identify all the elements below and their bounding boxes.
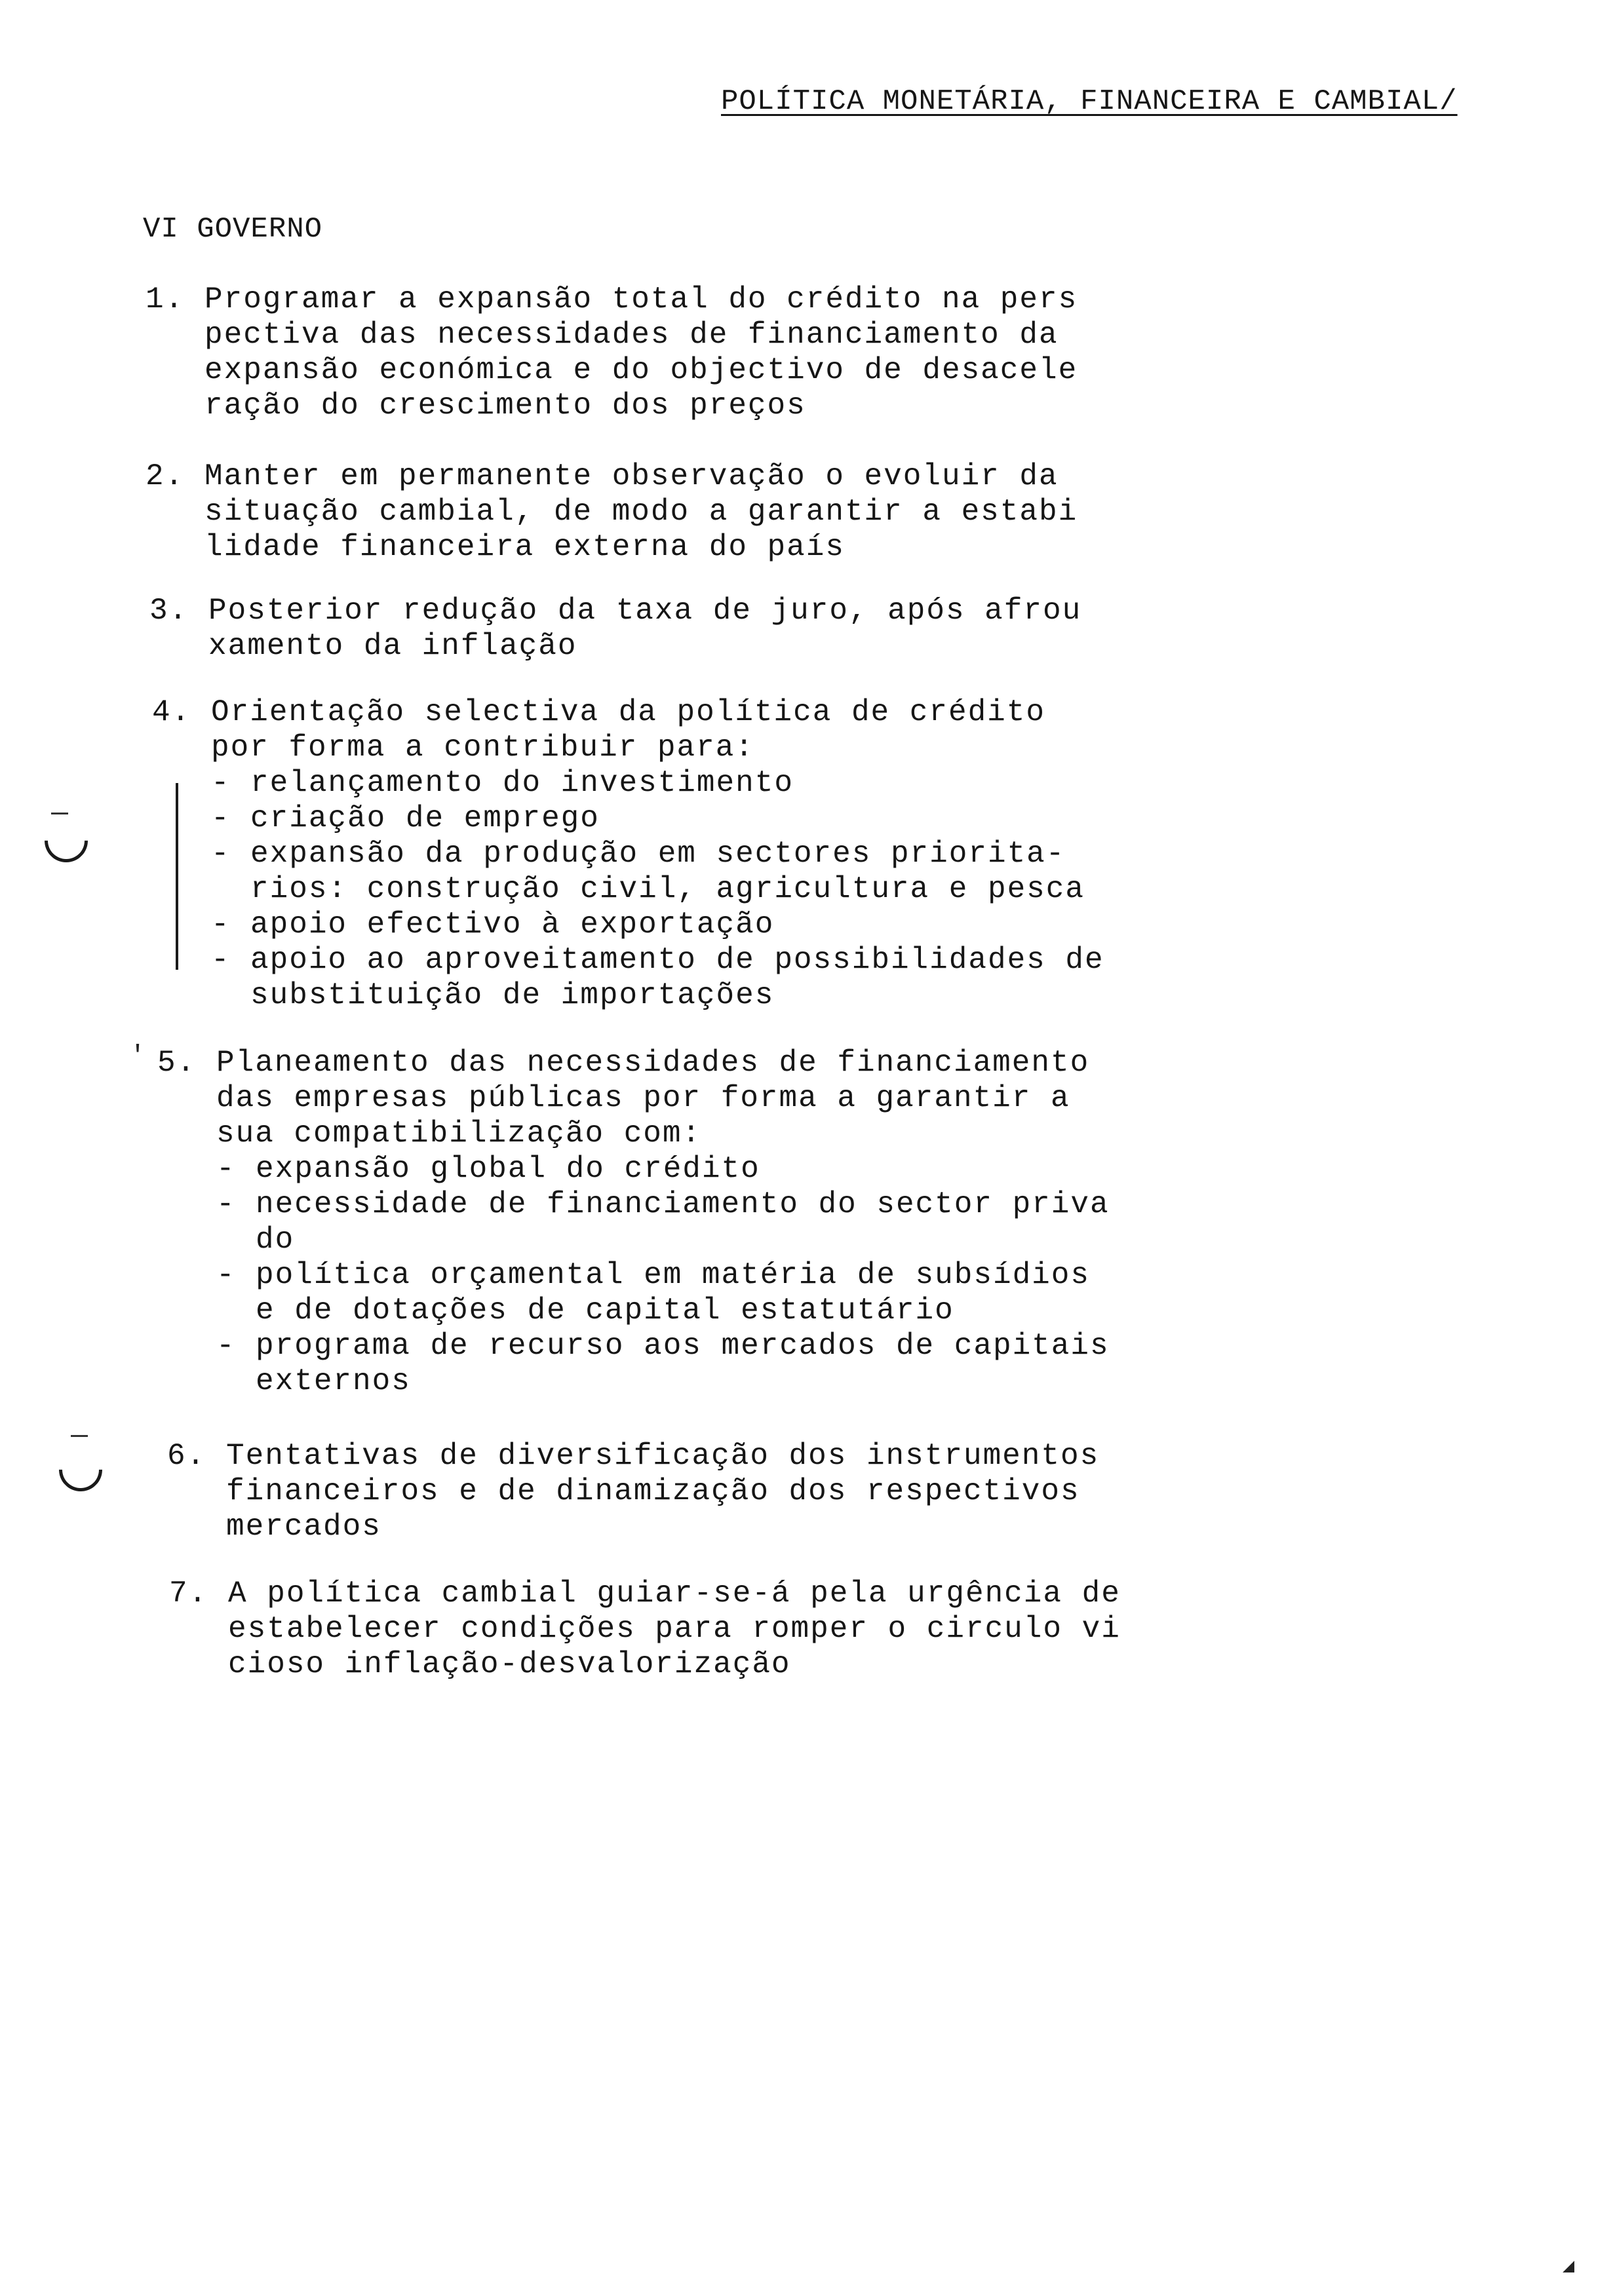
sub-item-continuation: substituição de importações bbox=[250, 978, 775, 1012]
item-line: estabelecer condições para romper o circulo vi bbox=[228, 1612, 1121, 1646]
item-line: pectiva das necessidades de financiamento da bbox=[204, 318, 1059, 352]
item-text bbox=[208, 593, 1081, 664]
item-line: expansão económica e do objectivo de desacele bbox=[204, 353, 1078, 387]
item-number: 6. bbox=[167, 1439, 206, 1473]
sub-item-continuation: e de dotações de capital estatutário bbox=[256, 1293, 954, 1328]
item-number: 3. bbox=[149, 594, 189, 628]
item-line: Manter em permanente observação o evoluir da bbox=[204, 459, 1059, 493]
margin-tick-mark-icon: ′ bbox=[130, 1042, 146, 1071]
item-text bbox=[211, 695, 1104, 1013]
margin-bracket bbox=[176, 783, 178, 970]
item-number: 7. bbox=[169, 1577, 208, 1611]
item-line: Programar a expansão total do crédito na pers bbox=[204, 282, 1078, 316]
item-line: mercados bbox=[226, 1510, 381, 1544]
corner-mark-icon: ◢ bbox=[1563, 2256, 1575, 2278]
sub-item: - expansão global do crédito bbox=[216, 1152, 760, 1186]
punch-hole-icon bbox=[50, 1439, 111, 1500]
sub-item-continuation: rios: construção civil, agricultura e pesca bbox=[250, 872, 1085, 906]
item-text bbox=[228, 1576, 1121, 1682]
punch-hole-icon bbox=[35, 810, 96, 871]
sub-item-continuation: do bbox=[256, 1223, 295, 1257]
item-line: financeiros e de dinamização dos respectivos bbox=[226, 1474, 1080, 1508]
item-text bbox=[216, 1045, 1110, 1399]
item-line: lidade financeira externa do país bbox=[204, 530, 845, 564]
item-line: Orientação selectiva da política de crédito bbox=[211, 695, 1045, 729]
item-line: Planeamento das necessidades de financiamento bbox=[216, 1046, 1090, 1080]
sub-item: - programa de recurso aos mercados de capitais bbox=[216, 1329, 1110, 1363]
sub-item: - necessidade de financiamento do sector priva bbox=[216, 1187, 1110, 1221]
item-text bbox=[204, 282, 1078, 423]
sub-item: - relançamento do investimento bbox=[211, 766, 794, 800]
item-line: Posterior redução da taxa de juro, após afrou bbox=[208, 594, 1082, 628]
item-number: 2. bbox=[146, 459, 185, 493]
item-line: por forma a contribuir para: bbox=[211, 731, 754, 765]
item-number: 4. bbox=[152, 695, 191, 729]
item-text bbox=[226, 1438, 1099, 1544]
page-header-title: POLÍTICA MONETÁRIA, FINANCEIRA E CAMBIAL/ bbox=[721, 85, 1458, 118]
sub-item-continuation: externos bbox=[256, 1364, 411, 1398]
sub-item: - apoio ao aproveitamento de possibilidades de bbox=[211, 943, 1104, 977]
item-line: das empresas públicas por forma a garantir a bbox=[216, 1081, 1070, 1115]
sub-item: - apoio efectivo à exportação bbox=[211, 908, 775, 942]
punch-hole-tick bbox=[71, 1435, 88, 1437]
sub-item: - expansão da produção em sectores priorita- bbox=[211, 837, 1066, 871]
item-line: Tentativas de diversificação dos instrumentos bbox=[226, 1439, 1100, 1473]
item-line: ração do crescimento dos preços bbox=[204, 389, 806, 423]
item-line: cioso inflação-desvalorização bbox=[228, 1647, 791, 1681]
item-line: A política cambial guiar-se-á pela urgência de bbox=[228, 1577, 1121, 1611]
item-number: 1. bbox=[146, 282, 185, 316]
item-number: 5. bbox=[157, 1046, 197, 1080]
item-line: situação cambial, de modo a garantir a estabi bbox=[204, 495, 1078, 529]
punch-hole-tick bbox=[51, 813, 68, 814]
item-line: sua compatibilização com: bbox=[216, 1117, 702, 1151]
sub-item: - criação de emprego bbox=[211, 801, 600, 835]
sub-item: - política orçamental em matéria de subsídios bbox=[216, 1258, 1090, 1292]
item-line: xamento da inflação bbox=[208, 629, 577, 663]
section-title: VI GOVERNO bbox=[143, 213, 323, 246]
item-text bbox=[204, 459, 1078, 565]
